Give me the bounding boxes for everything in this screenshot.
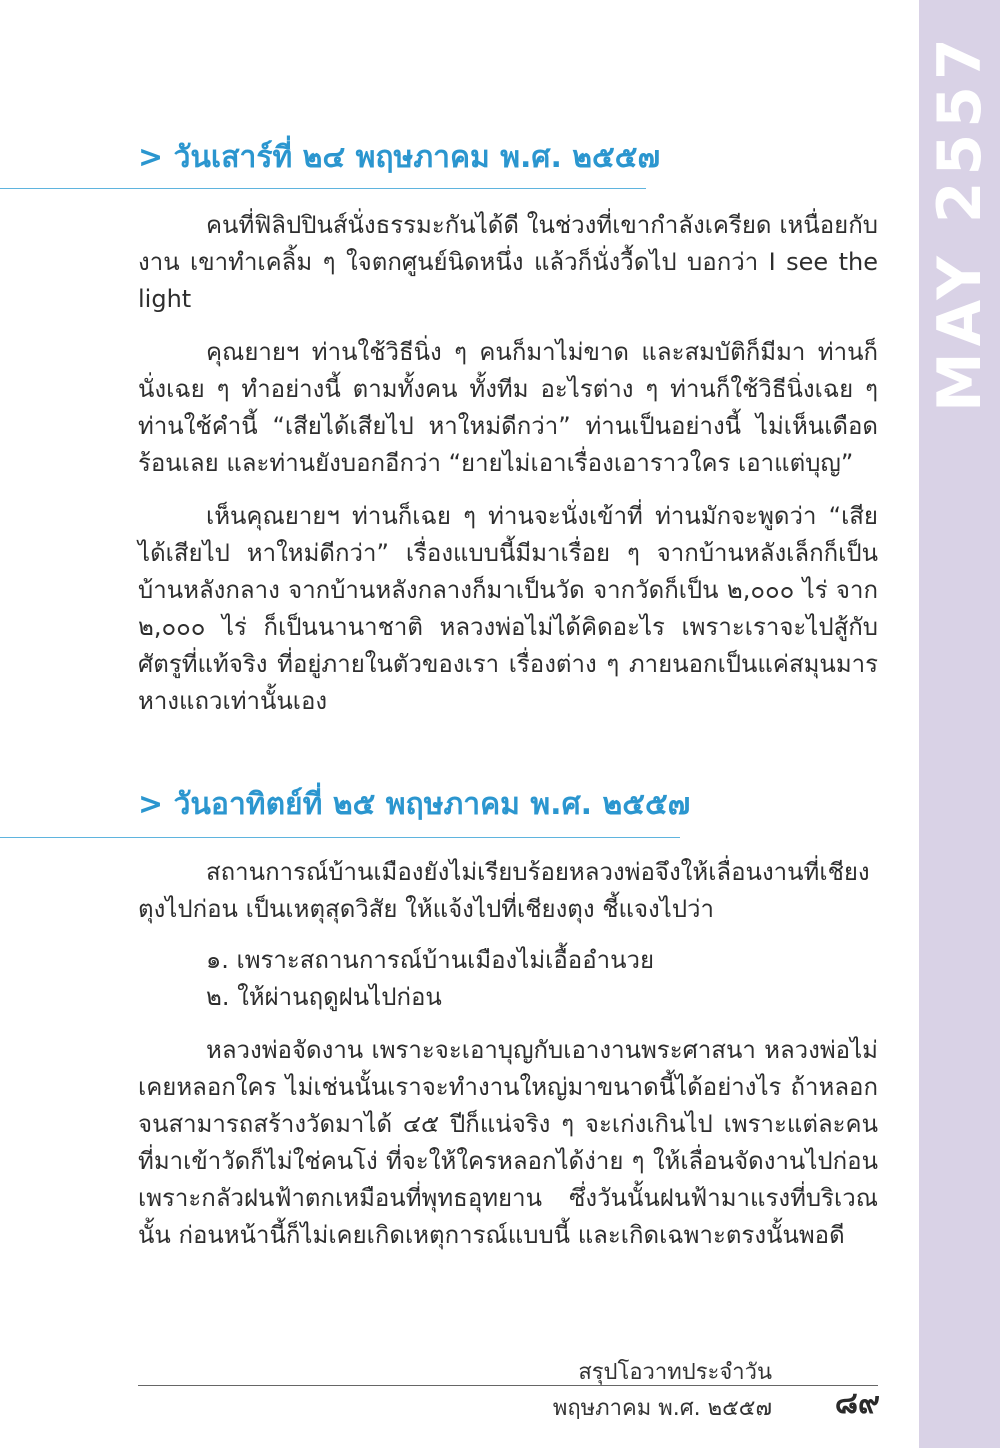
- section-heading: > วันอาทิตย์ที่ ๒๕ พฤษภาคม พ.ศ. ๒๕๕๗: [138, 787, 691, 822]
- paragraph: คนที่ฟิลิปปินส์นั่งธรรมะกันได้ดี ในช่วงที่เขากำลังเครียด เหนื่อยกับงาน เขาทำเคลิ้ม ๆ ใจตกศูนย์นิดหนึ่ง แล้วก็นั่งวื้ดไป บอกว่า I see the light: [138, 211, 878, 313]
- list-item: ๑. เพราะสถานการณ์บ้านเมืองไม่เอื้ออำนวย: [206, 946, 655, 974]
- footer-month: พฤษภาคม พ.ศ. ๒๕๕๗: [552, 1396, 772, 1421]
- paragraph: หลวงพ่อจัดงาน เพราะจะเอาบุญกับเอางานพระศาสนา หลวงพ่อไม่เคยหลอกใคร ไม่เช่นนั้นเราจะทำงานใหญ่มาขนาดนี้ได้อย่างไร ถ้าหลอกจนสามารถสร้างวัดมาได้ ๔๕ ปีก็แน่จริง ๆ จะเก่งเกินไป เพราะแต่ละคนที่มาเข้าวัดก็ไม่ใช่คนโง่ ที่จะให้ใครหลอกได้ง่าย ๆ ให้เลื่อนจัดงานไปก่อน เพราะกลัวฝนฟ้าตกเหมือนที่พุทธอุทยาน ซึ่งวันนั้นฝนฟ้ามาแรงที่บริเวณนั้น ก่อนหน้านี้ก็ไม่เคยเกิดเหตุการณ์แบบนี้ และเกิดเฉพาะตรงนั้นพอดี: [138, 1036, 878, 1249]
- section-heading: > วันเสาร์ที่ ๒๔ พฤษภาคม พ.ศ. ๒๕๕๗: [138, 140, 661, 175]
- list-item: ๒. ให้ผ่านฤดูฝนไปก่อน: [206, 983, 442, 1011]
- section-sunday: [138, 784, 878, 1254]
- paragraph: คุณยายฯ ท่านใช้วิธีนิ่ง ๆ คนก็มาไม่ขาด และสมบัติก็มีมา ท่านก็นั่งเฉย ๆ ทำอย่างนี้ ตามทั้งคน ทั้งทีม อะไรต่าง ๆ ท่านก็ใช้วิธีนิ่งเฉย ๆ ท่านใช้คำนี้ “เสียได้เสียไป หาใหม่ดีกว่า” ท่านเป็นอย่างนี้ ไม่เห็นเดือดร้อนเลย และท่านยังบอกอีกว่า “ยายไม่เอาเรื่องเอาราวใคร เอาแต่บุญ”: [138, 338, 878, 477]
- footer-divider: [138, 1385, 878, 1386]
- side-band-label: MAY 2557: [925, 32, 995, 412]
- heading-divider: [0, 837, 680, 838]
- paragraph: สถานการณ์บ้านเมืองยังไม่เรียบร้อยหลวงพ่อจึงให้เลื่อนงานที่เชียงตุงไปก่อน เป็นเหตุสุดวิสัย ให้แจ้งไปที่เชียงตุง ชี้แจงไปว่า: [138, 858, 870, 923]
- footer-book-title: สรุปโอวาทประจำวัน: [578, 1360, 772, 1385]
- heading-divider: [0, 188, 646, 189]
- section-saturday: [138, 137, 878, 720]
- page-number: ๘๙: [834, 1386, 880, 1421]
- paragraph: เห็นคุณยายฯ ท่านก็เฉย ๆ ท่านจะนั่งเข้าที่ ท่านมักจะพูดว่า “เสียได้เสียไป หาใหม่ดีกว่า” เรื่องแบบนี้มีมาเรื่อย ๆ จากบ้านหลังเล็กก็เป็นบ้านหลังกลาง จากบ้านหลังกลางก็มาเป็นวัด จากวัดก็เป็น ๒,๐๐๐ ไร่ จาก ๒,๐๐๐ ไร่ ก็เป็นนานาชาติ หลวงพ่อไม่ได้คิดอะไร เพราะเราจะไปสู้กับศัตรูที่แท้จริง ที่อยู่ภายในตัวของเรา เรื่องต่าง ๆ ภายนอกเป็นแค่สมุนมารหางแถวเท่านั้นเอง: [138, 502, 878, 715]
